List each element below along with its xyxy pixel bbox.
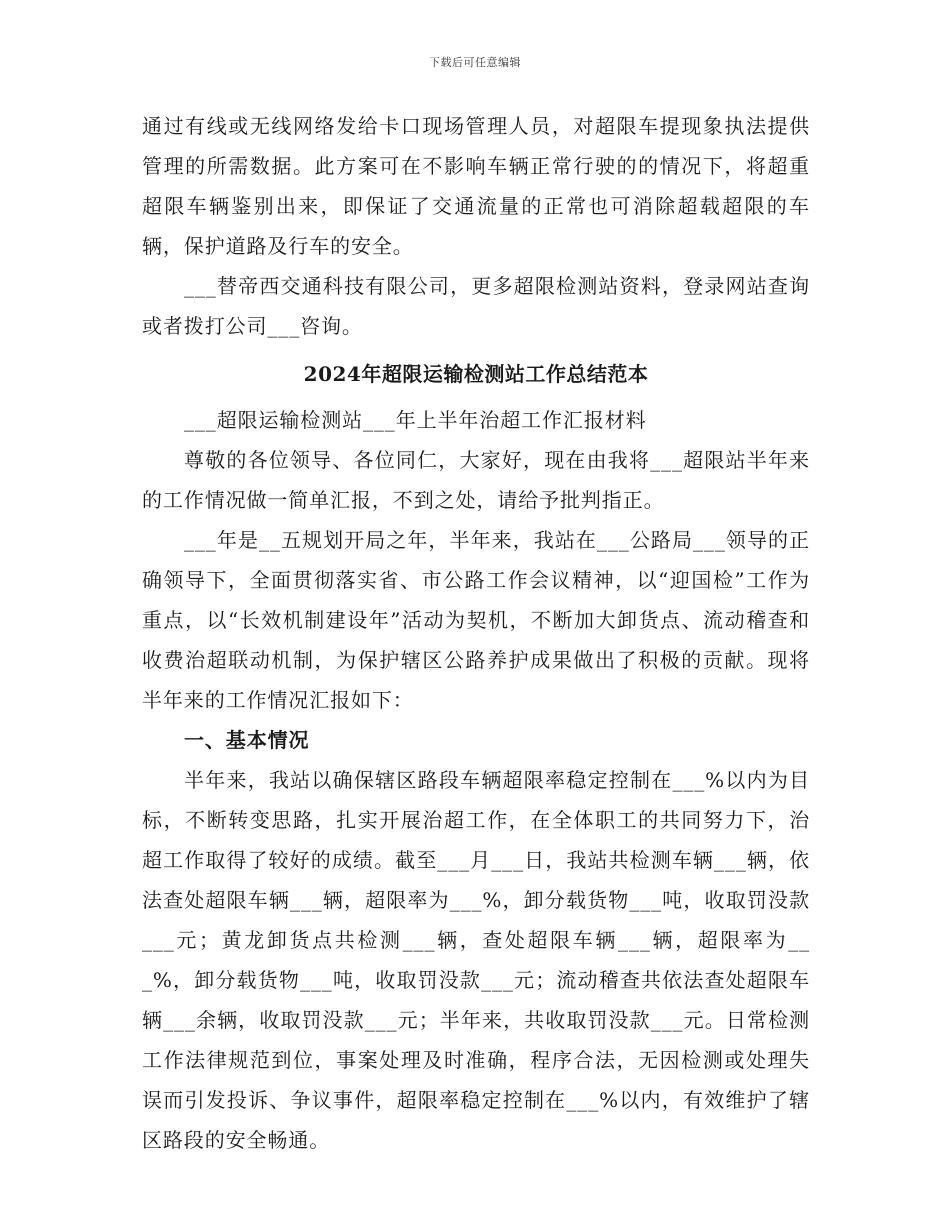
intro-paragraph-2: ___替帝西交通科技有限公司，更多超限检测站资料，登录网站查询或者拨打公司___咨询。: [142, 274, 810, 338]
document-body: [142, 106, 810, 1160]
document-title: 2024年超限运输检测站工作总结范本: [303, 362, 649, 386]
intro-paragraph-1: 通过有线或无线网络发给卡口现场管理人员，对超限车提现象执法提供管理的所需数据。此方案可在不影响车辆正常行驶的的情况下，将超重超限车辆鉴别出来，即保证了交通流量的正常也可消除超载超限的车辆，保护道路及行车的安全。: [142, 114, 810, 258]
section-paragraph-1: 半年来，我站以确保辖区路段车辆超限率稳定控制在___%以内为目标，不断转变思路，扎实开展治超工作，在全体职工的共同努力下，治超工作取得了较好的成绩。截至___月___日，我站共检测车辆___辆，依法查处超限车辆___辆，超限率为___%，卸分载货物___吨，收取罚没款___元；黄龙卸货点共检测___辆，查处超限车辆___辆，超限率为___%，卸分载货物___吨，收取罚没款___元；流动稽查共依法查处超限车辆___余辆，收取罚没款___元；半年来，共收取罚没款___元。日常检测工作法律规范到位，事案处理及时准确，程序合法，无因检测或处理失误而引发投诉、争议事件，超限率稳定控制在___%以内，有效维护了辖区路段的安全畅通。: [142, 768, 810, 1152]
section-heading-basic: 一、基本情况: [184, 728, 310, 752]
body-paragraph-greeting: 尊敬的各位领导、各位同仁，大家好，现在由我将___超限站半年来的工作情况做一简单汇报，不到之处，请给予批判指正。: [142, 448, 810, 512]
body-paragraph-overview: ___年是__五规划开局之年，半年来，我站在___公路局___领导的正确领导下，全面贯彻落实省、市公路工作会议精神，以“迎国检”工作为重点，以“长效机制建设年”活动为契机，不断加大卸货点、流动稽查和收费治超联动机制，为保护辖区公路养护成果做出了积极的贡献。现将半年来的工作情况汇报如下：: [142, 528, 810, 712]
body-paragraph-subtitle: ___超限运输检测站___年上半年治超工作汇报材料: [184, 408, 647, 432]
page-header-note: 下载后可任意编辑: [429, 56, 521, 69]
